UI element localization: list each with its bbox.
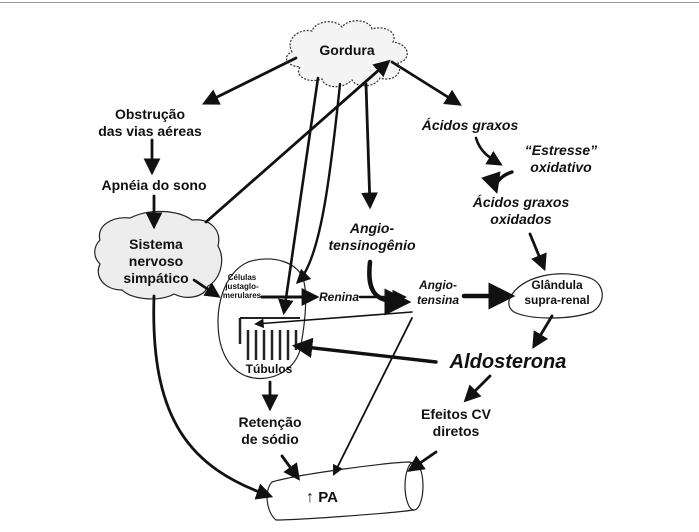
node-acidos-graxos: Ácidos graxos: [421, 117, 519, 133]
node-obstrucao: Obstrução das vias aéreas: [98, 106, 202, 140]
node-angiotensinogenio: Angio- tensinogênio: [328, 220, 416, 254]
up-arrow-icon: ↑: [306, 489, 315, 506]
node-retencao-sodio: Retenção de sódio: [238, 414, 302, 448]
node-aldosterona: Aldosterona: [449, 351, 567, 373]
node-pa: ↑ PA: [306, 489, 338, 506]
node-angiotensina: Angio- tensina: [416, 278, 459, 307]
node-glandula-supra-renal: Glândula supra-renal: [524, 278, 590, 307]
node-gordura: Gordura: [319, 42, 375, 58]
node-apneia: Apnéia do sono: [101, 177, 207, 193]
node-tubulos: Túbulos: [245, 362, 293, 376]
node-efeitos-cv: Efeitos CV diretos: [420, 406, 491, 440]
node-celulas-justaglomerulares: Células justaglo- merulares: [222, 273, 262, 300]
node-renina: Renina: [318, 290, 359, 304]
node-sistema-nervoso: Sistema nervoso simpático: [123, 236, 189, 287]
node-acidos-oxidados: Ácidos graxos oxidados: [472, 194, 570, 228]
node-estresse: “Estresse” oxidativo: [524, 142, 598, 176]
